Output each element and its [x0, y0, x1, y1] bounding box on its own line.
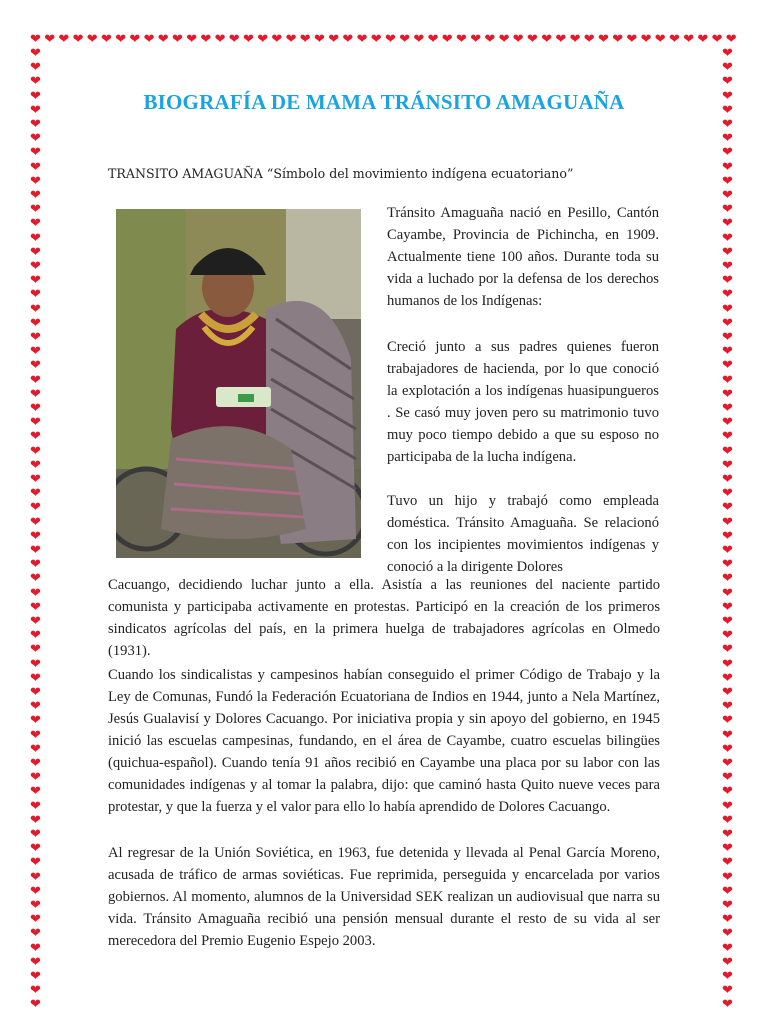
heart-icon: ❤ [44, 32, 56, 47]
heart-icon: ❤ [527, 32, 538, 47]
heart-icon: ❤ [722, 770, 733, 786]
heart-icon: ❤ [30, 855, 41, 871]
heart-icon: ❤ [30, 500, 41, 516]
heart-icon: ❤ [129, 32, 141, 47]
page-subtitle: TRANSITO AMAGUAÑA “Símbolo del movimiento indígena ecuatoriano” [108, 166, 574, 181]
heart-icon: ❤ [30, 656, 41, 672]
heart-icon: ❤ [243, 32, 254, 47]
heart-icon: ❤ [722, 259, 733, 274]
heart-icon: ❤ [722, 756, 733, 771]
heart-icon: ❤ [722, 301, 733, 317]
heart-icon: ❤ [172, 32, 183, 47]
heart-icon: ❤ [299, 32, 311, 47]
heart-icon: ❤ [722, 216, 733, 232]
heart-icon: ❤ [30, 812, 41, 828]
heart-icon: ❤ [30, 145, 41, 161]
heart-icon: ❤ [30, 117, 41, 132]
heart-icon: ❤ [427, 32, 439, 47]
heart-icon: ❤ [722, 330, 733, 345]
heart-icon: ❤ [711, 32, 723, 47]
heart-icon: ❤ [30, 131, 41, 147]
heart-icon: ❤ [722, 741, 733, 757]
heart-icon: ❤ [555, 32, 567, 47]
heart-icon: ❤ [722, 315, 733, 331]
heart-icon: ❤ [30, 571, 41, 587]
heart-icon: ❤ [722, 557, 733, 573]
heart-icon: ❤ [228, 32, 240, 47]
heart-icon: ❤ [541, 32, 553, 47]
heart-icon: ❤ [512, 32, 524, 47]
heart-icon: ❤ [722, 131, 733, 147]
heart-icon: ❤ [30, 287, 41, 303]
heart-icon: ❤ [30, 898, 41, 913]
heart-icon: ❤ [30, 46, 41, 61]
heart-icon: ❤ [722, 60, 733, 76]
heart-icon: ❤ [626, 32, 638, 47]
heart-icon: ❤ [722, 486, 733, 502]
heart-icon: ❤ [30, 472, 41, 487]
heart-icon: ❤ [722, 841, 733, 857]
heart-icon: ❤ [413, 32, 425, 47]
heart-icon: ❤ [484, 32, 496, 47]
heart-icon: ❤ [285, 32, 297, 47]
heart-icon: ❤ [30, 983, 41, 999]
paragraph-4: Cuando los sindicalistas y campesinos habían conseguido el primer Código de Trabajo y la Ley de Comunas, Fundó la Federación Ecuatoriana de Indios en 1944, junto a Nela Martínez, Jesús Gualavisí y Dolores Cacuango. Por iniciativa propia y sin apoyo del gobierno, en 1945 inició las escuelas campesinas, fundando, en el área de Cayambe, cuatro escuelas bilingües (quichua-español). Cuando tenía 91 años recibió en Cayambe una placa por su labor con las comunidades indígenas y al tomar la palabra, dijo: que caminó hasta Quito nueve veces para protestar, y que la fuerza y el valor para ello lo había aprendido de Dolores Cacuango. [108, 667, 660, 815]
heart-icon: ❤ [30, 628, 41, 644]
heart-icon: ❤ [722, 969, 733, 984]
heart-icon: ❤ [722, 401, 733, 416]
heart-icon: ❤ [722, 954, 733, 970]
heart-icon: ❤ [30, 599, 41, 615]
heart-icon: ❤ [456, 32, 467, 47]
heart-icon: ❤ [722, 514, 733, 530]
heart-icon: ❤ [30, 798, 41, 814]
heart-icon: ❤ [58, 32, 70, 47]
paragraph-3-start: Tuvo un hijo y trabajó como empleada doméstica. Tránsito Amaguaña. Se relacionó con los incipientes movimientos indígenas y conoció a la dirigente Dolores [387, 493, 659, 575]
heart-icon: ❤ [143, 32, 155, 47]
heart-icon: ❤ [30, 88, 41, 104]
heart-icon: ❤ [30, 273, 41, 289]
heart-icon: ❤ [30, 401, 41, 416]
heart-icon: ❤ [30, 969, 41, 984]
heart-icon: ❤ [30, 997, 41, 1013]
heart-icon: ❤ [30, 685, 41, 700]
heart-icon: ❤ [722, 869, 733, 885]
heart-icon: ❤ [569, 32, 581, 47]
heart-icon: ❤ [722, 713, 733, 729]
heart-icon: ❤ [640, 32, 652, 47]
heart-icon: ❤ [722, 202, 733, 218]
heart-icon: ❤ [722, 599, 733, 615]
heart-icon: ❤ [30, 344, 41, 360]
heart-icon: ❤ [470, 32, 482, 47]
heart-icon: ❤ [271, 32, 283, 47]
heart-icon: ❤ [722, 145, 733, 161]
heart-icon: ❤ [30, 883, 41, 899]
heart-icon: ❤ [722, 429, 733, 445]
heart-icon: ❤ [30, 173, 41, 189]
heart-icon: ❤ [399, 32, 411, 47]
heart-icon: ❤ [722, 585, 733, 601]
heart-icon: ❤ [328, 32, 340, 47]
heart-icon: ❤ [722, 74, 733, 90]
heart-icon: ❤ [115, 32, 127, 47]
portrait-illustration [116, 209, 361, 558]
heart-icon: ❤ [30, 102, 41, 118]
heart-icon: ❤ [722, 983, 733, 999]
heart-icon: ❤ [257, 32, 269, 47]
heart-icon: ❤ [583, 32, 595, 47]
heart-icon: ❤ [30, 443, 41, 459]
heart-icon: ❤ [722, 88, 733, 104]
heart-icon: ❤ [722, 188, 733, 203]
heart-icon: ❤ [669, 32, 680, 47]
heart-icon: ❤ [30, 585, 41, 601]
heart-icon: ❤ [722, 173, 733, 189]
heart-icon: ❤ [722, 670, 733, 686]
heart-icon: ❤ [722, 642, 733, 658]
heart-icon: ❤ [30, 543, 41, 558]
heart-icon: ❤ [30, 841, 41, 857]
heart-icon: ❤ [30, 358, 41, 374]
heart-icon: ❤ [722, 685, 733, 700]
heart-icon: ❤ [722, 344, 733, 360]
heart-icon: ❤ [722, 46, 733, 61]
heart-icon: ❤ [722, 997, 733, 1013]
heart-icon: ❤ [214, 32, 226, 47]
heart-icon: ❤ [30, 259, 41, 274]
heart-icon: ❤ [30, 514, 41, 530]
heart-icon: ❤ [722, 457, 733, 473]
heart-icon: ❤ [722, 472, 733, 487]
heart-icon: ❤ [200, 32, 212, 47]
heart-icon: ❤ [441, 32, 453, 47]
heart-icon: ❤ [30, 614, 41, 629]
heart-icon: ❤ [30, 756, 41, 771]
heart-icon: ❤ [498, 32, 510, 47]
heart-icon: ❤ [314, 32, 325, 47]
heart-icon: ❤ [30, 784, 41, 800]
heart-icon: ❤ [722, 287, 733, 303]
heart-icon: ❤ [722, 827, 733, 842]
heart-icon: ❤ [722, 656, 733, 672]
heart-icon: ❤ [722, 543, 733, 558]
heart-icon: ❤ [30, 386, 41, 402]
heart-icon: ❤ [30, 954, 41, 970]
heart-icon: ❤ [356, 32, 368, 47]
heart-icon: ❤ [30, 869, 41, 885]
heart-icon: ❤ [342, 32, 354, 47]
heart-icon: ❤ [30, 230, 41, 246]
heart-icon: ❤ [30, 429, 41, 445]
heart-icon: ❤ [30, 699, 41, 715]
heart-icon: ❤ [722, 415, 733, 431]
heart-icon: ❤ [722, 727, 733, 743]
heart-icon: ❤ [722, 244, 733, 260]
heart-icon: ❤ [157, 32, 169, 47]
heart-icon: ❤ [30, 940, 41, 956]
heart-icon: ❤ [722, 614, 733, 629]
heart-icon: ❤ [30, 244, 41, 260]
heart-icon: ❤ [722, 784, 733, 800]
heart-icon: ❤ [370, 32, 382, 47]
heart-icon: ❤ [30, 557, 41, 573]
heart-icon: ❤ [30, 74, 41, 90]
heart-icon: ❤ [30, 372, 41, 388]
heart-icon: ❤ [722, 273, 733, 289]
heart-icon: ❤ [86, 32, 98, 47]
heart-icon: ❤ [722, 628, 733, 644]
heart-icon: ❤ [654, 32, 666, 47]
heart-icon: ❤ [722, 159, 733, 175]
heart-icon: ❤ [722, 855, 733, 871]
heart-icon: ❤ [30, 60, 41, 76]
heart-icon: ❤ [30, 457, 41, 473]
heart-icon: ❤ [697, 32, 709, 47]
heart-icon: ❤ [722, 500, 733, 516]
paragraph-1: Tránsito Amaguaña nació en Pesillo, Cantón Cayambe, Provincia de Pichincha, en 1909. Actualmente tiene 100 años. Durante toda su vida a luchado por la defensa de los derechos humanos de los Indígenas: [387, 205, 659, 309]
portrait-photo [116, 209, 361, 558]
heart-icon: ❤ [722, 912, 733, 928]
heart-icon: ❤ [683, 32, 695, 47]
heart-icon: ❤ [722, 699, 733, 715]
heart-icon: ❤ [30, 216, 41, 232]
heart-icon: ❤ [722, 898, 733, 913]
heart-icon: ❤ [722, 812, 733, 828]
heart-icon: ❤ [30, 486, 41, 502]
heart-icon: ❤ [30, 315, 41, 331]
heart-icon: ❤ [30, 202, 41, 218]
heart-icon: ❤ [722, 386, 733, 402]
heart-icon: ❤ [30, 528, 41, 544]
heart-icon: ❤ [30, 670, 41, 686]
heart-icon: ❤ [722, 117, 733, 132]
heart-icon: ❤ [722, 372, 733, 388]
paragraph-3-end: Cacuango, decidiendo luchar junto a ella. Asistía a las reuniones del naciente partido comunista y participaba activamente en protestas. Participó en la creación de los primeros sindicatos agrícolas del país, en la primera huelga de trabajadores agrícolas en Olmedo (1931). [108, 577, 660, 659]
heart-icon: ❤ [722, 102, 733, 118]
paragraph-2: Creció junto a sus padres quienes fueron trabajadores de hacienda, por lo que conoció la explotación a los indígenas huasipungueros . Se casó muy joven pero su matrimonio tuvo muy poco tiempo debido a que su esposo no participaba de la lucha indígena. [387, 339, 659, 465]
heart-icon: ❤ [30, 827, 41, 842]
heart-icon: ❤ [598, 32, 609, 47]
heart-icon: ❤ [722, 230, 733, 246]
heart-icon: ❤ [72, 32, 84, 47]
heart-icon: ❤ [30, 713, 41, 729]
heart-icon: ❤ [101, 32, 112, 47]
heart-icon: ❤ [30, 159, 41, 175]
heart-icon: ❤ [722, 571, 733, 587]
heart-icon: ❤ [30, 741, 41, 757]
heart-icon: ❤ [722, 883, 733, 899]
heart-icon: ❤ [30, 912, 41, 928]
heart-icon: ❤ [30, 727, 41, 743]
heart-icon: ❤ [30, 926, 41, 942]
page-title: BIOGRAFÍA DE MAMA TRÁNSITO AMAGUAÑA [143, 90, 625, 114]
heart-icon: ❤ [725, 32, 737, 47]
heart-icon: ❤ [30, 770, 41, 786]
heart-icon: ❤ [722, 940, 733, 956]
heart-icon: ❤ [186, 32, 198, 47]
heart-icon: ❤ [612, 32, 624, 47]
paragraph-5: Al regresar de la Unión Soviética, en 1963, fue detenida y llevada al Penal García Moreno, acusada de tráfico de armas soviéticas. Fue reprimida, perseguida y encarcelada por varios gobiernos. Al momento, alumnos de la Universidad SEK realizan un audiovisual que narra su vida. Tránsito Amaguaña recibió una pensión mensual durante el resto de su vida al ser merecedora del Premio Eugenio Espejo 2003. [108, 845, 660, 949]
heart-icon: ❤ [722, 798, 733, 814]
heart-icon: ❤ [722, 528, 733, 544]
heart-icon: ❤ [722, 926, 733, 942]
heart-icon: ❤ [30, 415, 41, 431]
heart-icon: ❤ [30, 32, 41, 47]
heart-icon: ❤ [30, 642, 41, 658]
heart-icon: ❤ [30, 330, 41, 345]
heart-icon: ❤ [30, 301, 41, 317]
heart-icon: ❤ [385, 32, 396, 47]
heart-icon: ❤ [722, 443, 733, 459]
heart-icon: ❤ [30, 188, 41, 203]
heart-icon: ❤ [722, 358, 733, 374]
